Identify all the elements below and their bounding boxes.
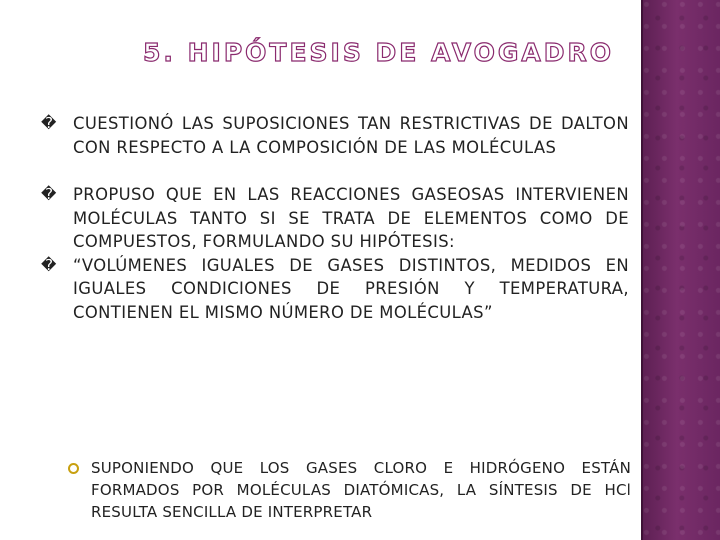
bullet-paragraph-2 (41, 183, 629, 254)
bullet-glyph-icon: � (41, 185, 57, 203)
paragraph-text: “VOLÚMENES IGUALES DE GASES DISTINTOS, MEDIDOS EN IGUALES CONDICIONES DE PRESIÓN Y TEMPERATURA, CONTIENEN EL MISMO NÚMERO DE MOLÉCULAS” (73, 255, 629, 322)
bullet-glyph-icon: � (41, 114, 57, 132)
side-bar-edge (641, 0, 643, 540)
slide-title: 5. HIPÓTESIS DE AVOGADRO (143, 38, 615, 67)
ring-bullet-icon (68, 463, 79, 474)
sub-bullet-text: SUPONIENDO QUE LOS GASES CLORO E HIDRÓGENO ESTÁN FORMADOS POR MOLÉCULAS DIATÓMICAS, LA SÍNTESIS DE HCl RESULTA SENCILLA DE INTERPRETAR (91, 459, 631, 521)
decorative-side-bar (641, 0, 720, 540)
bullet-paragraph-3 (41, 254, 629, 325)
bullet-paragraph-1 (41, 112, 629, 159)
sub-bullet-paragraph (67, 457, 631, 523)
bullet-glyph-icon: � (41, 255, 57, 274)
paragraph-text: PROPUSO QUE EN LAS REACCIONES GASEOSAS INTERVIENEN MOLÉCULAS TANTO SI SE TRATA DE ELEMENTOS COMO DE COMPUESTOS, FORMULANDO SU HIPÓTESIS: (73, 185, 629, 251)
paragraph-text: CUESTIONÓ LAS SUPOSICIONES TAN RESTRICTIVAS DE DALTON CON RESPECTO A LA COMPOSICIÓN DE LAS MOLÉCULAS (73, 114, 629, 157)
sub-bullet-block (67, 457, 631, 523)
slide-body (41, 112, 629, 324)
